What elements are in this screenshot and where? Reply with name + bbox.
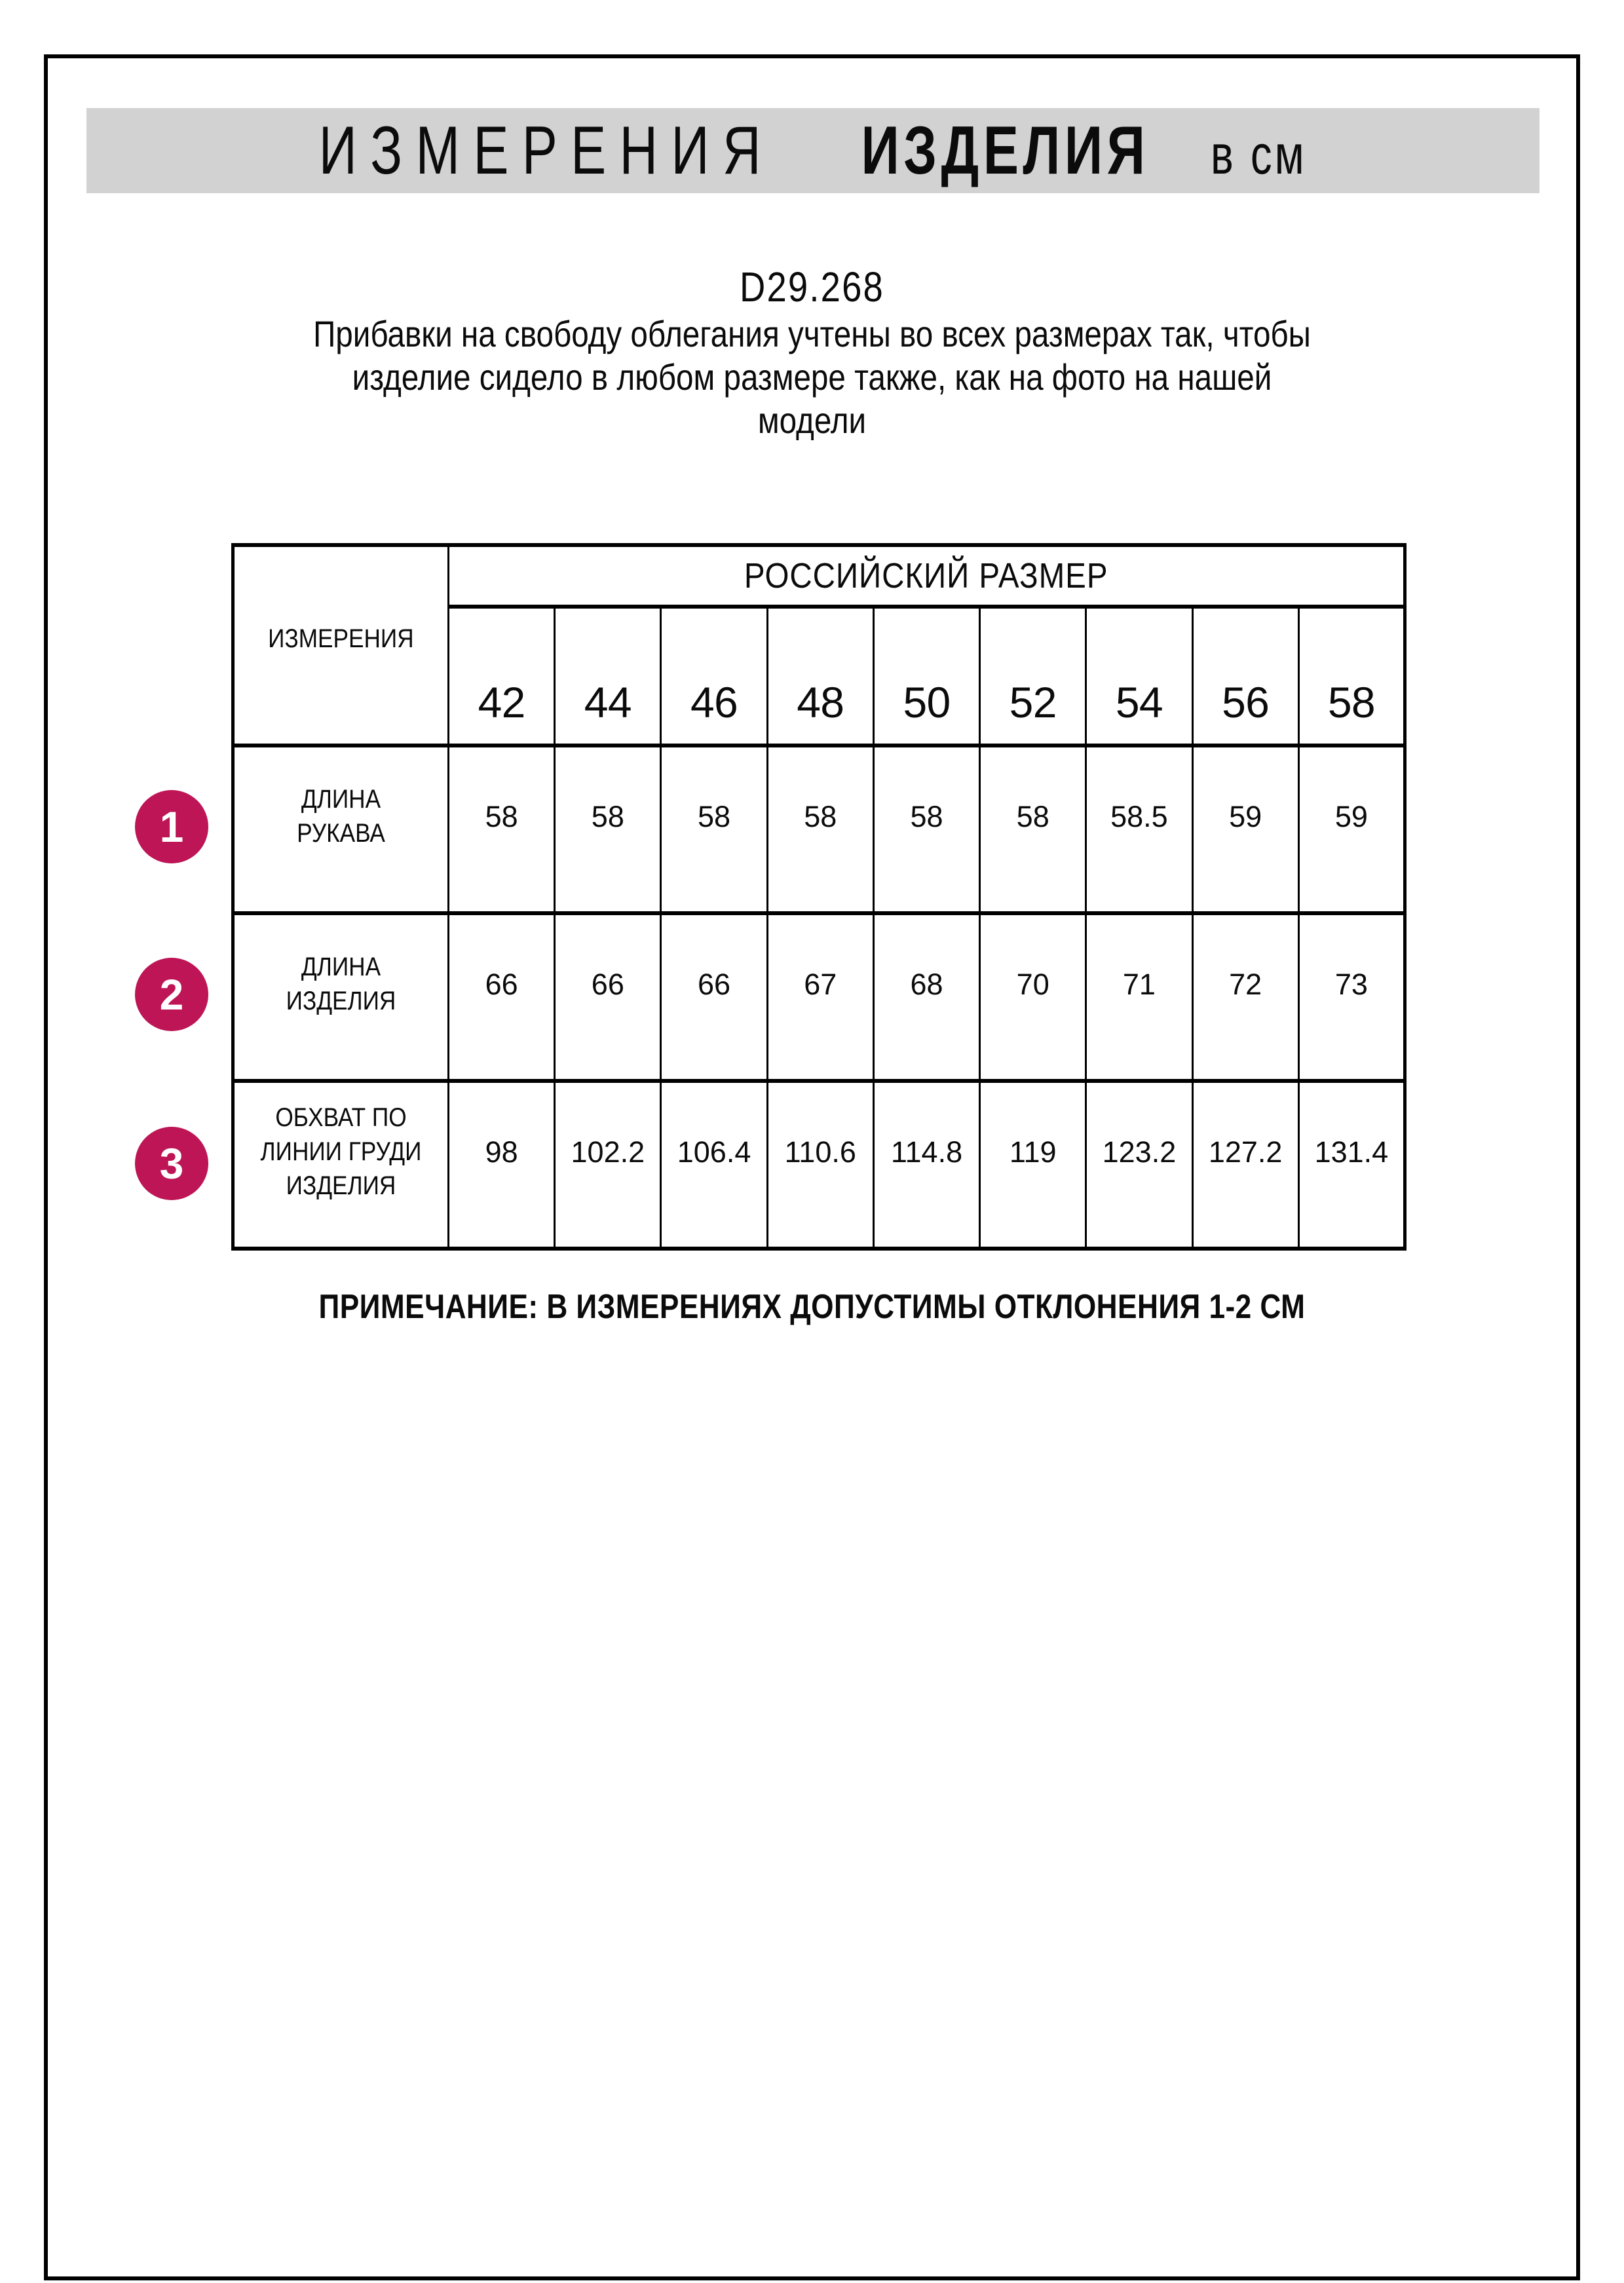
table-cell: 58 (661, 745, 767, 913)
size-header-52: 52 (980, 607, 1086, 745)
table-cell: 68 (873, 913, 979, 1081)
intro-paragraph (162, 312, 1462, 442)
table-cell: 119 (980, 1081, 1086, 1249)
size-header-54: 54 (1086, 607, 1192, 745)
page-border-frame (44, 54, 1580, 2280)
table-cell: 123.2 (1086, 1081, 1192, 1249)
table-cell: 106.4 (661, 1081, 767, 1249)
intro-line-2: изделие сидело в любом размере также, как на фото на нашей (352, 356, 1272, 398)
table-cell: 71 (1086, 913, 1192, 1081)
table-row-size-group (233, 545, 1405, 607)
table-cell: 98 (449, 1081, 555, 1249)
table-cell: 58 (555, 745, 661, 913)
table-cell: 110.6 (767, 1081, 873, 1249)
russian-size-header: РОССИЙСКИЙ РАЗМЕР (449, 545, 1405, 607)
table-cell: 70 (980, 913, 1086, 1081)
row-label-sleeve-length: ДЛИНА РУКАВА (233, 745, 449, 913)
size-header-46: 46 (661, 607, 767, 745)
size-table (231, 543, 1407, 1251)
table-row-item-length (233, 913, 1405, 1081)
row-number-badge-2 (135, 958, 208, 1031)
table-cell: 66 (661, 913, 767, 1081)
table-cell: 114.8 (873, 1081, 979, 1249)
table-cell: 58 (767, 745, 873, 913)
table-cell: 67 (767, 913, 873, 1081)
row-number-badge-3 (135, 1127, 208, 1200)
table-row-sleeve-length (233, 745, 1405, 913)
row-label-item-length: ДЛИНА ИЗДЕЛИЯ (233, 913, 449, 1081)
row-label-chest-girth: ОБХВАТ ПО ЛИНИИ ГРУДИ ИЗДЕЛИЯ (233, 1081, 449, 1249)
table-cell: 72 (1192, 913, 1298, 1081)
table-cell: 59 (1192, 745, 1298, 913)
table-cell: 58 (980, 745, 1086, 913)
table-cell: 66 (449, 913, 555, 1081)
size-header-48: 48 (767, 607, 873, 745)
table-cell: 131.4 (1298, 1081, 1405, 1249)
size-header-50: 50 (873, 607, 979, 745)
title-word-izmereniya: ИЗМЕРЕНИЯ (319, 112, 775, 189)
size-header-58: 58 (1298, 607, 1405, 745)
intro-line-1: Прибавки на свободу облегания учтены во всех размерах так, чтобы (313, 313, 1311, 354)
table-cell: 102.2 (555, 1081, 661, 1249)
page-title (319, 112, 1307, 190)
title-band (86, 108, 1539, 193)
product-code: D29.268 (740, 263, 884, 311)
measure-column-header: ИЗМЕРЕНИЯ (233, 545, 449, 745)
size-header-44: 44 (555, 607, 661, 745)
table-cell: 59 (1298, 745, 1405, 913)
table-cell: 127.2 (1192, 1081, 1298, 1249)
row-number-badge-1 (135, 790, 208, 863)
intro-line-3: модели (757, 400, 867, 441)
table-row-chest-girth (233, 1081, 1405, 1249)
table-cell: 58 (873, 745, 979, 913)
badge-number: 1 (159, 802, 184, 851)
title-unit-cm: в см (1211, 123, 1307, 185)
table-cell: 73 (1298, 913, 1405, 1081)
size-header-56: 56 (1192, 607, 1298, 745)
table-cell: 58 (449, 745, 555, 913)
badge-number: 2 (159, 970, 184, 1019)
size-header-42: 42 (449, 607, 555, 745)
title-word-izdeliya: ИЗДЕЛИЯ (861, 112, 1150, 189)
tolerance-note: ПРИМЕЧАНИЕ: В ИЗМЕРЕНИЯХ ДОПУСТИМЫ ОТКЛОНЕНИЯ 1-2 СМ (318, 1288, 1306, 1326)
badge-number: 3 (159, 1139, 184, 1188)
table-cell: 58.5 (1086, 745, 1192, 913)
table-cell: 66 (555, 913, 661, 1081)
